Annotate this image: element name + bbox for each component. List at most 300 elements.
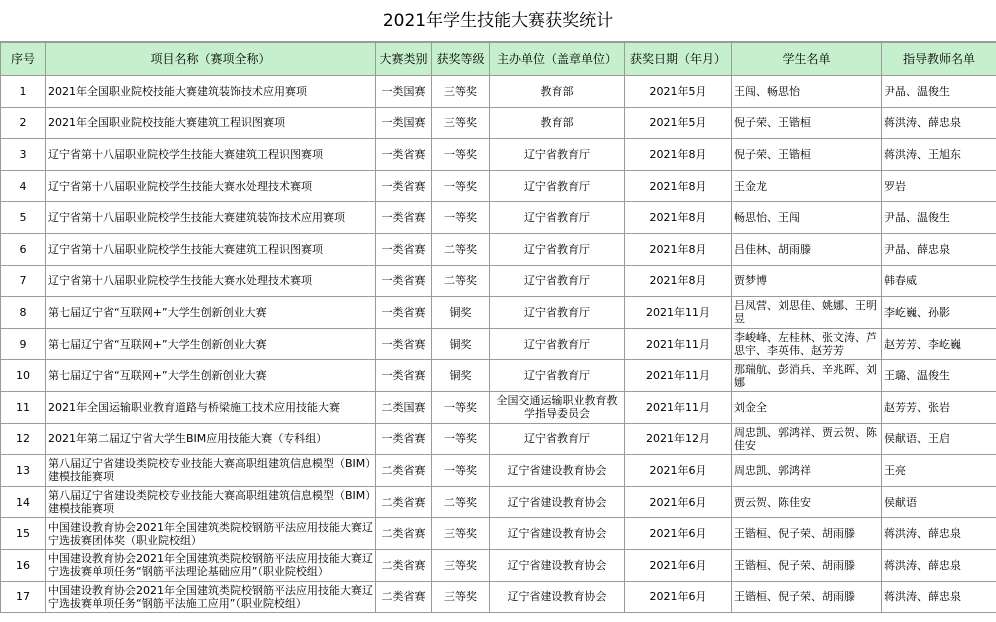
cell-category[interactable] xyxy=(376,455,432,487)
cell-level-text: 三等奖 xyxy=(444,558,477,572)
cell-level[interactable] xyxy=(432,170,490,202)
cell-organizer[interactable] xyxy=(490,202,625,234)
header-organizer[interactable]: 主办单位（盖章单位） xyxy=(490,43,625,76)
cell-students-text: 畅思怡、王闯 xyxy=(734,211,800,225)
cell-project-text: 中国建设教育协会2021年全国建筑类院校钢筋平法应用技能大赛辽宁选拔赛团体奖（职业院校组） xyxy=(48,520,373,547)
cell-organizer[interactable] xyxy=(490,297,625,329)
cell-organizer-text: 辽宁省建设教育协会 xyxy=(507,527,607,541)
cell-date-text: 2021年6月 xyxy=(649,463,707,477)
cell-date[interactable] xyxy=(625,455,732,487)
cell-no[interactable] xyxy=(1,486,46,518)
cell-level[interactable] xyxy=(432,233,490,265)
cell-date-text: 2021年8月 xyxy=(649,274,707,288)
header-no[interactable]: 序号 xyxy=(1,43,46,76)
cell-no[interactable] xyxy=(1,581,46,613)
cell-teachers[interactable] xyxy=(882,455,996,487)
cell-category-text: 一类省赛 xyxy=(381,179,426,193)
cell-level-text: 铜奖 xyxy=(449,305,472,319)
cell-teachers[interactable] xyxy=(882,486,996,518)
cell-teachers[interactable] xyxy=(882,139,996,171)
cell-project[interactable] xyxy=(46,486,376,518)
cell-teachers-text: 罗岩 xyxy=(884,179,906,193)
cell-teachers-text: 王亮 xyxy=(884,463,906,477)
cell-project-text: 辽宁省第十八届职业院校学生技能大赛建筑工程识图赛项 xyxy=(48,147,323,161)
cell-no[interactable] xyxy=(1,233,46,265)
cell-teachers-text: 侯献语 xyxy=(884,495,917,509)
cell-project[interactable] xyxy=(46,360,376,392)
header-level[interactable]: 获奖等级 xyxy=(432,43,490,76)
table-row xyxy=(1,76,996,108)
cell-teachers[interactable] xyxy=(882,202,996,234)
cell-date[interactable] xyxy=(625,170,732,202)
cell-category[interactable] xyxy=(376,233,432,265)
cell-date[interactable] xyxy=(625,581,732,613)
cell-students[interactable] xyxy=(732,455,882,487)
cell-organizer[interactable] xyxy=(490,518,625,550)
cell-date[interactable] xyxy=(625,518,732,550)
cell-teachers-text: 蒋洪涛、王旭东 xyxy=(884,147,961,161)
cell-organizer-text: 辽宁省教育厅 xyxy=(524,179,590,193)
cell-no[interactable] xyxy=(1,107,46,139)
cell-project-text: 中国建设教育协会2021年全国建筑类院校钢筋平法应用技能大赛辽宁选拔赛单项任务“钢筋平法理论基础应用”（职业院校组） xyxy=(48,552,373,579)
cell-organizer[interactable] xyxy=(490,391,625,423)
cell-category[interactable] xyxy=(376,581,432,613)
cell-teachers-text: 尹晶、温俊生 xyxy=(884,211,950,225)
cell-project-text: 第七届辽宁省“互联网+”大学生创新创业大赛 xyxy=(48,305,267,319)
table-row xyxy=(1,486,996,518)
cell-organizer[interactable] xyxy=(490,107,625,139)
cell-category[interactable] xyxy=(376,423,432,455)
cell-date[interactable] xyxy=(625,328,732,360)
cell-teachers-text: 韩春威 xyxy=(884,274,917,288)
cell-category-text: 一类省赛 xyxy=(381,147,426,161)
cell-students[interactable] xyxy=(732,76,882,108)
cell-category[interactable] xyxy=(376,360,432,392)
cell-date-text: 2021年6月 xyxy=(649,558,707,572)
cell-level[interactable] xyxy=(432,391,490,423)
cell-level[interactable] xyxy=(432,518,490,550)
cell-students-text: 王金龙 xyxy=(734,179,767,193)
cell-category-text: 一类省赛 xyxy=(381,305,426,319)
cell-students[interactable] xyxy=(732,549,882,581)
cell-students-text: 吕凤营、刘思佳、姚娜、王明昱 xyxy=(734,299,877,326)
cell-project-text: 2021年全国职业院校技能大赛建筑工程识图赛项 xyxy=(48,116,285,130)
cell-organizer-text: 辽宁省教育厅 xyxy=(524,274,590,288)
cell-no[interactable] xyxy=(1,549,46,581)
table-row xyxy=(1,549,996,581)
cell-level-text: 铜奖 xyxy=(449,337,472,351)
cell-project-text: 辽宁省第十八届职业院校学生技能大赛水处理技术赛项 xyxy=(48,274,312,288)
cell-students-text: 王闯、畅思怡 xyxy=(734,84,800,98)
cell-no-text: 15 xyxy=(16,527,30,541)
cell-organizer-text: 辽宁省教育厅 xyxy=(524,432,590,446)
cell-teachers[interactable] xyxy=(882,76,996,108)
cell-category[interactable] xyxy=(376,549,432,581)
cell-organizer[interactable] xyxy=(490,423,625,455)
cell-teachers[interactable] xyxy=(882,423,996,455)
cell-project-text: 中国建设教育协会2021年全国建筑类院校钢筋平法应用技能大赛辽宁选拔赛单项任务“钢筋平法施工应用”（职业院校组） xyxy=(48,583,373,610)
cell-date[interactable] xyxy=(625,297,732,329)
cell-no[interactable] xyxy=(1,202,46,234)
cell-students-text: 王锴桓、倪子荣、胡雨滕 xyxy=(734,558,855,572)
cell-project[interactable] xyxy=(46,76,376,108)
cell-organizer-text: 辽宁省教育厅 xyxy=(524,242,590,256)
cell-level[interactable] xyxy=(432,486,490,518)
cell-students-text: 周忠凯、郭鸿祥、贾云贺、陈佳安 xyxy=(734,425,877,452)
cell-project-text: 2021年全国运输职业教育道路与桥梁施工技术应用技能大赛 xyxy=(48,400,340,414)
cell-level-text: 三等奖 xyxy=(444,116,477,130)
cell-teachers[interactable] xyxy=(882,170,996,202)
cell-no-text: 13 xyxy=(16,463,30,477)
cell-no-text: 16 xyxy=(16,558,30,572)
cell-organizer-text: 辽宁省教育厅 xyxy=(524,369,590,383)
cell-students[interactable] xyxy=(732,423,882,455)
cell-students[interactable] xyxy=(732,581,882,613)
awards-table xyxy=(0,42,996,613)
cell-date-text: 2021年5月 xyxy=(649,116,707,130)
cell-category[interactable] xyxy=(376,202,432,234)
cell-teachers[interactable] xyxy=(882,518,996,550)
cell-teachers[interactable] xyxy=(882,581,996,613)
cell-students-text: 倪子荣、王锴桓 xyxy=(734,147,811,161)
cell-date[interactable] xyxy=(625,486,732,518)
cell-project[interactable] xyxy=(46,297,376,329)
cell-students[interactable] xyxy=(732,328,882,360)
header-category[interactable]: 大赛类别 xyxy=(376,43,432,76)
cell-students[interactable] xyxy=(732,391,882,423)
cell-project-text: 辽宁省第十八届职业院校学生技能大赛建筑工程识图赛项 xyxy=(48,242,323,256)
cell-students-text: 李峻峰、左桂林、张文涛、芦思宇、李英伟、赵芳芳 xyxy=(734,331,877,358)
table-row xyxy=(1,202,996,234)
cell-level[interactable] xyxy=(432,107,490,139)
cell-students[interactable] xyxy=(732,297,882,329)
cell-teachers-text: 蒋洪涛、薛忠泉 xyxy=(884,590,961,604)
cell-date-text: 2021年8月 xyxy=(649,147,707,161)
cell-organizer[interactable] xyxy=(490,360,625,392)
header-date[interactable]: 获奖日期（年月） xyxy=(625,43,732,76)
cell-teachers[interactable] xyxy=(882,107,996,139)
cell-date[interactable] xyxy=(625,360,732,392)
cell-teachers[interactable] xyxy=(882,297,996,329)
cell-date-text: 2021年6月 xyxy=(649,590,707,604)
cell-organizer[interactable] xyxy=(490,139,625,171)
cell-project[interactable] xyxy=(46,170,376,202)
table-row xyxy=(1,297,996,329)
cell-no[interactable] xyxy=(1,360,46,392)
cell-project[interactable] xyxy=(46,581,376,613)
cell-organizer[interactable] xyxy=(490,549,625,581)
cell-teachers[interactable] xyxy=(882,328,996,360)
cell-organizer-text: 辽宁省教育厅 xyxy=(524,337,590,351)
cell-date-text: 2021年6月 xyxy=(649,527,707,541)
cell-date[interactable] xyxy=(625,391,732,423)
cell-date-text: 2021年12月 xyxy=(646,432,710,446)
cell-no-text: 2 xyxy=(19,116,27,130)
cell-teachers-text: 蒋洪涛、薛忠泉 xyxy=(884,527,961,541)
cell-no[interactable] xyxy=(1,455,46,487)
cell-organizer[interactable] xyxy=(490,170,625,202)
table-row xyxy=(1,170,996,202)
cell-project[interactable] xyxy=(46,202,376,234)
cell-students[interactable] xyxy=(732,139,882,171)
cell-category[interactable] xyxy=(376,170,432,202)
cell-category[interactable] xyxy=(376,107,432,139)
cell-level-text: 铜奖 xyxy=(449,369,472,383)
cell-project-text: 辽宁省第十八届职业院校学生技能大赛建筑装饰技术应用赛项 xyxy=(48,211,345,225)
cell-organizer[interactable] xyxy=(490,328,625,360)
cell-date[interactable] xyxy=(625,265,732,297)
cell-level[interactable] xyxy=(432,202,490,234)
cell-level[interactable] xyxy=(432,423,490,455)
cell-date-text: 2021年11月 xyxy=(646,369,710,383)
cell-students[interactable] xyxy=(732,170,882,202)
cell-project-text: 第八届辽宁省建设类院校专业技能大赛高职组建筑信息模型（BIM）建模技能赛项 xyxy=(48,489,371,516)
cell-date-text: 2021年11月 xyxy=(646,337,710,351)
cell-project[interactable] xyxy=(46,518,376,550)
cell-date-text: 2021年11月 xyxy=(646,400,710,414)
cell-organizer-text: 辽宁省建设教育协会 xyxy=(507,558,607,572)
cell-teachers-text: 尹晶、薛忠泉 xyxy=(884,242,950,256)
cell-organizer-text: 教育部 xyxy=(540,84,574,98)
cell-organizer-text: 辽宁省教育厅 xyxy=(524,211,590,225)
cell-project[interactable] xyxy=(46,455,376,487)
cell-organizer-text: 教育部 xyxy=(540,116,574,130)
cell-level-text: 一等奖 xyxy=(444,463,477,477)
cell-no[interactable] xyxy=(1,297,46,329)
cell-students[interactable] xyxy=(732,265,882,297)
cell-project[interactable] xyxy=(46,265,376,297)
cell-teachers[interactable] xyxy=(882,549,996,581)
cell-no-text: 6 xyxy=(19,242,27,256)
cell-no[interactable] xyxy=(1,170,46,202)
cell-category[interactable] xyxy=(376,297,432,329)
cell-date[interactable] xyxy=(625,423,732,455)
cell-project-text: 第七届辽宁省“互联网+”大学生创新创业大赛 xyxy=(48,337,267,351)
cell-organizer-text: 辽宁省建设教育协会 xyxy=(507,495,607,509)
cell-level[interactable] xyxy=(432,139,490,171)
cell-category-text: 一类省赛 xyxy=(381,337,426,351)
cell-date-text: 2021年8月 xyxy=(649,179,707,193)
header-students[interactable]: 学生名单 xyxy=(732,43,882,76)
cell-category-text: 二类省赛 xyxy=(381,463,426,477)
cell-students[interactable] xyxy=(732,360,882,392)
cell-project-text: 辽宁省第十八届职业院校学生技能大赛水处理技术赛项 xyxy=(48,179,312,193)
cell-date[interactable] xyxy=(625,233,732,265)
cell-students[interactable] xyxy=(732,202,882,234)
cell-no-text: 8 xyxy=(19,305,27,319)
cell-level-text: 三等奖 xyxy=(444,84,477,98)
table-row xyxy=(1,391,996,423)
cell-no[interactable] xyxy=(1,518,46,550)
cell-level-text: 二等奖 xyxy=(444,274,477,288)
cell-project[interactable] xyxy=(46,107,376,139)
cell-no[interactable] xyxy=(1,423,46,455)
cell-teachers-text: 赵芳芳、张岩 xyxy=(884,400,950,414)
cell-students-text: 刘金全 xyxy=(734,400,767,414)
table-row xyxy=(1,233,996,265)
cell-category[interactable] xyxy=(376,486,432,518)
cell-students-text: 那瑞航、彭消兵、辛兆晖、刘娜 xyxy=(734,362,877,389)
cell-date-text: 2021年8月 xyxy=(649,211,707,225)
cell-category-text: 一类国赛 xyxy=(381,116,426,130)
cell-students-text: 吕佳林、胡雨滕 xyxy=(734,242,811,256)
table-row xyxy=(1,518,996,550)
cell-project[interactable] xyxy=(46,549,376,581)
cell-no-text: 17 xyxy=(16,590,30,604)
cell-students[interactable] xyxy=(732,233,882,265)
cell-teachers[interactable] xyxy=(882,265,996,297)
cell-date-text: 2021年5月 xyxy=(649,84,707,98)
cell-no[interactable] xyxy=(1,265,46,297)
cell-no-text: 11 xyxy=(16,400,30,414)
cell-students-text: 倪子荣、王锴桓 xyxy=(734,116,811,130)
cell-students[interactable] xyxy=(732,486,882,518)
cell-project[interactable] xyxy=(46,139,376,171)
cell-category-text: 一类省赛 xyxy=(381,369,426,383)
cell-level-text: 一等奖 xyxy=(444,147,477,161)
cell-level-text: 三等奖 xyxy=(444,527,477,541)
cell-teachers[interactable] xyxy=(882,360,996,392)
cell-category-text: 一类省赛 xyxy=(381,242,426,256)
cell-project-text: 第七届辽宁省“互联网+”大学生创新创业大赛 xyxy=(48,369,267,383)
cell-no-text: 4 xyxy=(19,179,27,193)
cell-category[interactable] xyxy=(376,76,432,108)
cell-no[interactable] xyxy=(1,328,46,360)
cell-level-text: 一等奖 xyxy=(444,179,477,193)
cell-level-text: 一等奖 xyxy=(444,211,477,225)
sheet-title: 2021年学生技能大赛获奖统计 xyxy=(0,0,996,42)
cell-level[interactable] xyxy=(432,549,490,581)
cell-project[interactable] xyxy=(46,328,376,360)
header-teachers[interactable]: 指导教师名单 xyxy=(882,43,996,76)
cell-students-text: 贾梦博 xyxy=(734,274,767,288)
table-row xyxy=(1,581,996,613)
cell-teachers[interactable] xyxy=(882,391,996,423)
cell-project-text: 2021年全国职业院校技能大赛建筑装饰技术应用赛项 xyxy=(48,84,307,98)
table-row xyxy=(1,328,996,360)
table-row xyxy=(1,423,996,455)
cell-category[interactable] xyxy=(376,139,432,171)
cell-teachers-text: 李屹巍、孙影 xyxy=(884,305,950,319)
cell-no-text: 12 xyxy=(16,432,30,446)
cell-project[interactable] xyxy=(46,423,376,455)
cell-project[interactable] xyxy=(46,391,376,423)
cell-organizer[interactable] xyxy=(490,76,625,108)
cell-level-text: 一等奖 xyxy=(444,432,477,446)
cell-no-text: 3 xyxy=(19,147,27,161)
cell-level[interactable] xyxy=(432,297,490,329)
cell-level-text: 三等奖 xyxy=(444,590,477,604)
cell-category[interactable] xyxy=(376,518,432,550)
cell-level-text: 一等奖 xyxy=(444,400,477,414)
header-row xyxy=(1,43,996,76)
cell-level[interactable] xyxy=(432,581,490,613)
cell-students-text: 王锴桓、倪子荣、胡雨滕 xyxy=(734,527,855,541)
cell-category-text: 二类省赛 xyxy=(381,558,426,572)
cell-teachers-text: 侯献语、王启 xyxy=(884,432,950,446)
cell-date-text: 2021年6月 xyxy=(649,495,707,509)
cell-teachers-text: 赵芳芳、李屹巍 xyxy=(884,337,961,351)
cell-teachers-text: 蒋洪涛、薛忠泉 xyxy=(884,558,961,572)
cell-organizer-text: 辽宁省建设教育协会 xyxy=(507,463,607,477)
cell-teachers-text: 蒋洪涛、薛忠泉 xyxy=(884,116,961,130)
cell-no-text: 14 xyxy=(16,495,30,509)
cell-students-text: 贾云贺、陈佳安 xyxy=(734,495,811,509)
cell-category-text: 一类省赛 xyxy=(381,211,426,225)
cell-students[interactable] xyxy=(732,518,882,550)
cell-category-text: 一类省赛 xyxy=(381,274,426,288)
cell-organizer[interactable] xyxy=(490,486,625,518)
cell-no[interactable] xyxy=(1,139,46,171)
cell-level[interactable] xyxy=(432,328,490,360)
cell-teachers[interactable] xyxy=(882,233,996,265)
cell-organizer-text: 辽宁省建设教育协会 xyxy=(507,590,607,604)
cell-date[interactable] xyxy=(625,76,732,108)
cell-category[interactable] xyxy=(376,265,432,297)
cell-project-text: 第八届辽宁省建设类院校专业技能大赛高职组建筑信息模型（BIM）建模技能赛项 xyxy=(48,457,371,484)
cell-category[interactable] xyxy=(376,328,432,360)
cell-no-text: 1 xyxy=(19,84,27,98)
cell-teachers-text: 王璐、温俊生 xyxy=(884,369,950,383)
cell-organizer[interactable] xyxy=(490,265,625,297)
table-row xyxy=(1,455,996,487)
cell-level[interactable] xyxy=(432,455,490,487)
cell-organizer[interactable] xyxy=(490,455,625,487)
table-row xyxy=(1,107,996,139)
cell-date[interactable] xyxy=(625,202,732,234)
header-project[interactable]: 项目名称（赛项全称） xyxy=(46,43,376,76)
cell-organizer[interactable] xyxy=(490,581,625,613)
cell-no-text: 5 xyxy=(19,211,27,225)
cell-no-text: 9 xyxy=(19,337,27,351)
cell-date-text: 2021年8月 xyxy=(649,242,707,256)
cell-students-text: 周忠凯、郭鸿祥 xyxy=(734,463,811,477)
cell-no-text: 10 xyxy=(16,369,30,383)
cell-category-text: 二类国赛 xyxy=(381,400,426,414)
cell-level[interactable] xyxy=(432,76,490,108)
cell-category-text: 一类国赛 xyxy=(381,84,426,98)
cell-category[interactable] xyxy=(376,391,432,423)
cell-category-text: 二类省赛 xyxy=(381,590,426,604)
cell-level[interactable] xyxy=(432,265,490,297)
cell-organizer-text: 辽宁省教育厅 xyxy=(524,305,590,319)
cell-level-text: 二等奖 xyxy=(444,242,477,256)
cell-level-text: 二等奖 xyxy=(444,495,477,509)
cell-no-text: 7 xyxy=(19,274,27,288)
cell-category-text: 二类省赛 xyxy=(381,495,426,509)
table-row xyxy=(1,360,996,392)
cell-date[interactable] xyxy=(625,139,732,171)
cell-category-text: 二类省赛 xyxy=(381,527,426,541)
table-row xyxy=(1,265,996,297)
table-row xyxy=(1,139,996,171)
cell-date[interactable] xyxy=(625,107,732,139)
cell-organizer-text: 全国交通运输职业教育教学指导委员会 xyxy=(496,394,618,421)
cell-level[interactable] xyxy=(432,360,490,392)
cell-students[interactable] xyxy=(732,107,882,139)
cell-project-text: 2021年第二届辽宁省大学生BIM应用技能大赛（专科组） xyxy=(48,432,328,446)
cell-date-text: 2021年11月 xyxy=(646,305,710,319)
cell-organizer[interactable] xyxy=(490,233,625,265)
cell-students-text: 王锴桓、倪子荣、胡雨滕 xyxy=(734,590,855,604)
cell-teachers-text: 尹晶、温俊生 xyxy=(884,84,950,98)
cell-category-text: 一类省赛 xyxy=(381,432,426,446)
cell-organizer-text: 辽宁省教育厅 xyxy=(524,147,590,161)
cell-no[interactable] xyxy=(1,76,46,108)
cell-project[interactable] xyxy=(46,233,376,265)
cell-date[interactable] xyxy=(625,549,732,581)
cell-no[interactable] xyxy=(1,391,46,423)
